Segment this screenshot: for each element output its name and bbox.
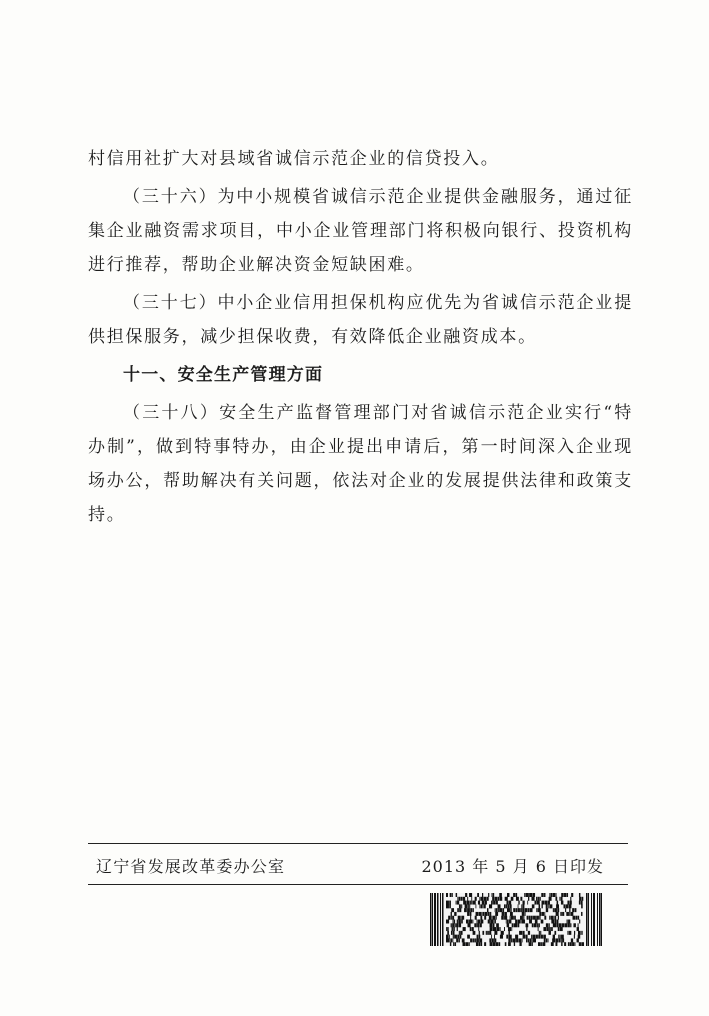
issue-date: 2013 年 5 月 6 日印发 [421, 857, 604, 876]
document-footer [88, 846, 628, 882]
pdf417-barcode-icon [430, 893, 602, 946]
paragraph-continuation: 村信用社扩大对县域省诚信示范企业的信贷投入。 [88, 149, 500, 169]
paragraph-36: （三十六）为中小规模省诚信示范企业提供金融服务，通过征集企业融资需求项目，中小企业管理部门将积极向银行、投资机构进行推荐，帮助企业解决资金短缺困难。 [88, 187, 633, 275]
footer-bottom-rule [88, 884, 628, 885]
section-heading: 十一、安全生产管理方面 [123, 365, 324, 385]
footer-top-rule [88, 843, 628, 844]
paragraph-38: （三十八）安全生产监督管理部门对省诚信示范企业实行“特办制”，做到特事特办，由企业提出申请后，第一时间深入企业现场办公，帮助解决有关问题，依法对企业的发展提供法律和政策支持。 [88, 403, 633, 525]
document-body [88, 142, 633, 536]
issuer-name: 辽宁省发展改革委办公室 [96, 857, 286, 876]
paragraph-37: （三十七）中小企业信用担保机构应优先为省诚信示范企业提供担保服务，减少担保收费，有效降低企业融资成本。 [88, 293, 633, 347]
